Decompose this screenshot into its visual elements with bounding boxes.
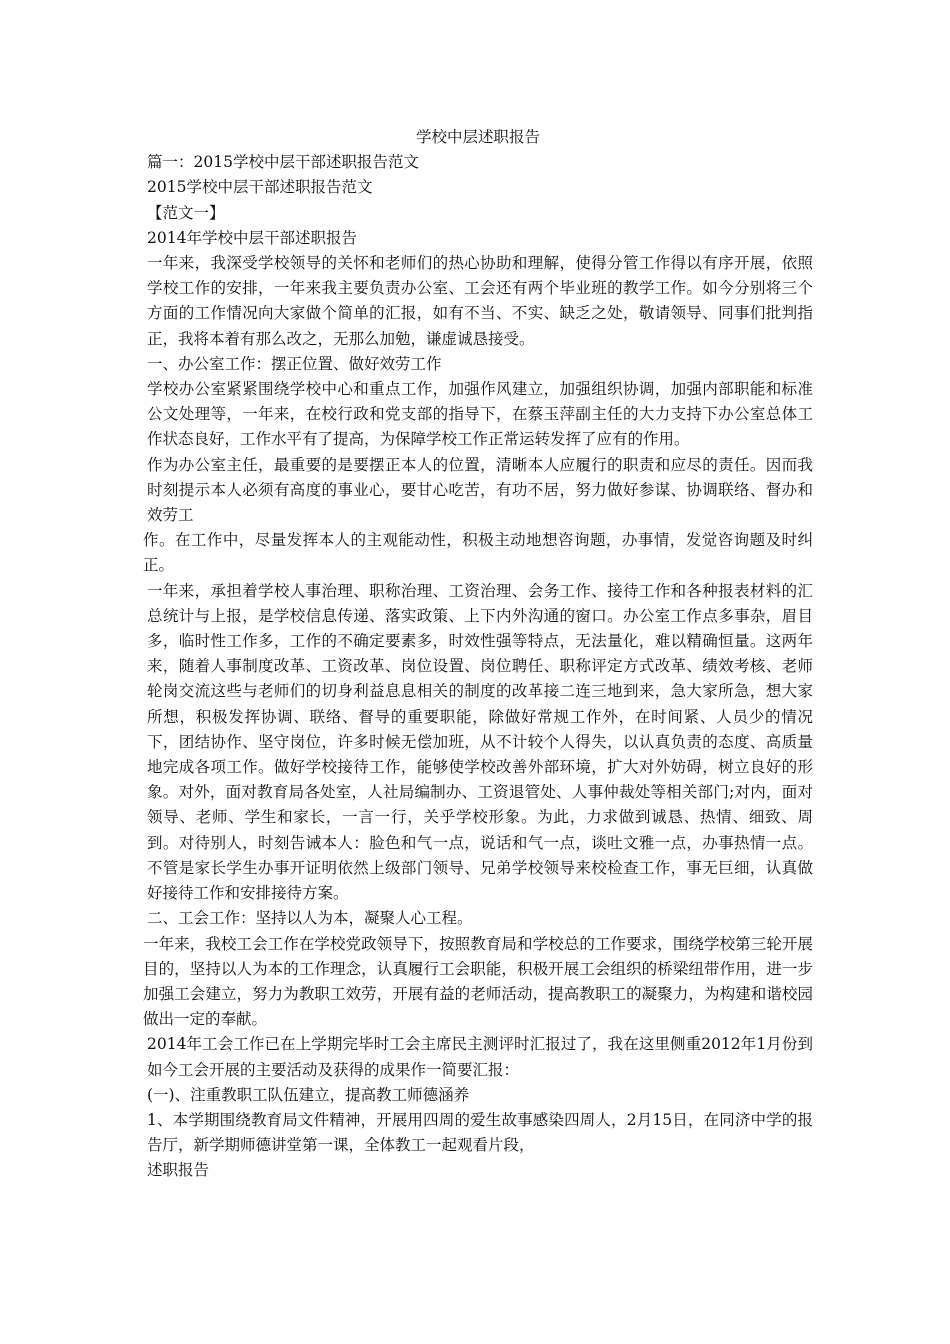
paragraph: 二、工会工作：坚持以人为本，凝聚人心工程。: [147, 909, 473, 928]
paragraph: 2014年学校中层干部述职报告: [147, 228, 357, 247]
paragraph: 1、本学期围绕教育局文件精神，开展用四周的爱生故事感染四周人，2月15日，在同济中学的报告厅，新学期师德讲堂第一课，全体教工一起观看片段，: [147, 1110, 813, 1155]
paragraph: 2014年工会工作已在上学期完毕时工会主席民主测评时汇报过了，我在这里侧重2012年1月份到如今工会开展的主要活动及获得的成果作一简要汇报：: [147, 1035, 813, 1079]
paragraph: 篇一：2015学校中层干部述职报告范文: [147, 153, 419, 172]
paragraph: 作。在工作中，尽量发挥本人的主观能动性，积极主动地想咨询题，办事情，发觉咨询题及时纠正。: [143, 531, 813, 575]
paragraph: 学校办公室紧紧围绕学校中心和重点工作，加强作风建立，加强组织协调，加强内部职能和标准公文处理等，一年来，在校行政和党支部的指导下，在蔡玉萍副主任的大力支持下办公室总体工作状态良好，工作水平有了提高，为保障学校工作正常运转发挥了应有的作用。: [147, 380, 813, 449]
paragraph: (一)、注重教职工队伍建立，提高教工师德涵养: [147, 1085, 470, 1104]
paragraph: 作为办公室主任，最重要的是要摆正本人的位置，清晰本人应履行的职责和应尽的责任。因而我时刻提示本人必须有高度的事业心，要甘心吃苦，有功不居，努力做好参谋、协调联络、督办和效劳工: [147, 455, 813, 525]
paragraph: 一年来，我校工会工作在学校党政领导下，按照教育局和学校总的工作要求，围绕学校第三轮开展目的，坚持以人为本的工作理念，认真履行工会职能，积极开展工会组织的桥梁纽带作用，进一步加强工会建立，努力为教职工效劳，开展有益的老师活动，提高教职工的凝聚力，为构建和谐校园做出一定的奉献。: [143, 934, 813, 1029]
paragraph: 【范文一】: [147, 203, 225, 222]
paragraph: 一年来，我深受学校领导的关怀和老师们的热心协助和理解，使得分管工作得以有序开展，依照学校工作的安排，一年来我主要负责办公室、工会还有两个毕业班的教学工作。如今分别将三个方面的工作情况向大家做个简单的汇报，如有不当、不实、缺乏之处，敬请领导、同事们批判指正，我将本着有那么改之，无那么加勉，谦虚诚恳接受。: [147, 254, 813, 348]
document-body: [143, 125, 813, 1184]
paragraph: 一年来，承担着学校人事治理、职称治理、工资治理、会务工作、接待工作和各种报表材料的汇总统计与上报，是学校信息传递、落实政策、上下内外沟通的窗口。办公室工作点多事杂，眉目多，临时性工作多，工作的不确定要素多，时效性强等特点，无法量化，难以精确恒量。这两年来，随着人事制度改革、工资改革、岗位设置、岗位聘任、职称评定方式改革、绩效考核、老师轮岗交流这些与老师们的切身利益息息相关的制度的改革接二连三地到来，急大家所急，想大家所想，积极发挥协调、联络、督导的重要职能，除做好常规工作外，在时间紧、人员少的情况下，团结协作、坚守岗位，许多时候无偿加班，从不计较个人得失，以认真负责的态度、高质量地完成各项工作。做好学校接待工作，能够使学校改善外部环境，扩大对外妨碍，树立良好的形象。对外，面对教育局各处室，人社局编制办、工资退管处、人事仲裁处等相关部门;对内，面对领导、老师、学生和家长，一言一行，关乎学校形象。为此，力求做到诚恳、热情、细致、周到。对待别人，时刻告诫本人：脸色和气一点，说话和气一点，谈吐文雅一点，办事热情一点。不管是家长学生办事开证明依然上级部门领导、兄弟学校领导来校检查工作，事无巨细，认真做好接待工作和安排接待方案。: [147, 581, 813, 903]
paragraph: 2015学校中层干部述职报告范文: [147, 178, 373, 197]
paragraph-list: [143, 150, 813, 1183]
document-title: 学校中层述职报告: [415, 128, 540, 146]
paragraph: 述职报告: [147, 1161, 210, 1180]
paragraph: 一、办公室工作：摆正位置、做好效劳工作: [147, 354, 442, 373]
